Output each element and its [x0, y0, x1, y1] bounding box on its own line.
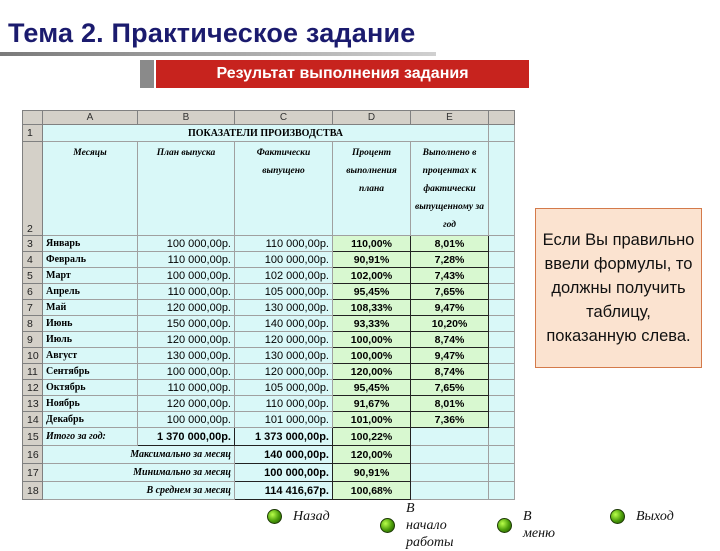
- row-number[interactable]: 13: [23, 396, 43, 412]
- nav-menu-label: В меню: [523, 509, 555, 541]
- nav-start-button[interactable]: [380, 500, 453, 551]
- plan-percent-cell[interactable]: 100,00%: [333, 348, 411, 364]
- plan-percent-cell[interactable]: 120,00%: [333, 364, 411, 380]
- plan-cell[interactable]: 130 000,00р.: [138, 348, 235, 364]
- cell-empty[interactable]: [489, 464, 515, 482]
- slide-title: Тема 2. Практическое задание: [8, 18, 416, 48]
- row-number[interactable]: 2: [23, 142, 43, 236]
- share-percent-cell[interactable]: 8,74%: [411, 332, 489, 348]
- column-heading[interactable]: Месяцы: [43, 142, 138, 236]
- sheet-row: [23, 428, 515, 446]
- green-dot-icon: [267, 509, 282, 524]
- plan-percent-cell[interactable]: 95,45%: [333, 284, 411, 300]
- share-percent-cell[interactable]: 8,01%: [411, 236, 489, 252]
- banner-accent: [140, 60, 154, 88]
- sheet-row: [23, 300, 515, 316]
- nav-exit-button[interactable]: [610, 508, 674, 525]
- row-number[interactable]: 18: [23, 482, 43, 500]
- fact-cell[interactable]: 110 000,00р.: [235, 396, 333, 412]
- cell-empty[interactable]: [489, 348, 515, 364]
- title-underline: [0, 52, 436, 56]
- row-number[interactable]: 7: [23, 300, 43, 316]
- summary-fact-cell[interactable]: 114 416,67р.: [235, 482, 333, 500]
- cell-empty[interactable]: [489, 380, 515, 396]
- cell-empty[interactable]: [489, 412, 515, 428]
- summary-label-cell[interactable]: В среднем за месяц: [43, 482, 235, 500]
- month-cell[interactable]: Декабрь: [43, 412, 138, 428]
- month-cell[interactable]: Сентябрь: [43, 364, 138, 380]
- summary-fact-cell[interactable]: 140 000,00р.: [235, 446, 333, 464]
- column-heading[interactable]: Выполнено в процентах к фактически выпущенному за год: [411, 142, 489, 236]
- nav-back-button[interactable]: [267, 508, 330, 525]
- row-number[interactable]: 17: [23, 464, 43, 482]
- cell-empty[interactable]: [489, 396, 515, 412]
- plan-cell[interactable]: 110 000,00р.: [138, 284, 235, 300]
- plan-percent-cell[interactable]: 95,45%: [333, 380, 411, 396]
- cell-empty[interactable]: [411, 428, 489, 446]
- sheet-row: [23, 364, 515, 380]
- row-number[interactable]: 3: [23, 236, 43, 252]
- sheet-row: [23, 464, 515, 482]
- column-heading[interactable]: План выпуска: [138, 142, 235, 236]
- sheet-row: [23, 236, 515, 252]
- plan-percent-cell[interactable]: 100,00%: [333, 332, 411, 348]
- column-header[interactable]: B: [138, 111, 235, 125]
- select-all-corner[interactable]: [23, 111, 43, 125]
- month-cell[interactable]: Октябрь: [43, 380, 138, 396]
- fact-cell[interactable]: 101 000,00р.: [235, 412, 333, 428]
- green-dot-icon: [610, 509, 625, 524]
- plan-percent-cell[interactable]: 91,67%: [333, 396, 411, 412]
- sheet-row: [23, 446, 515, 464]
- sheet-row: [23, 268, 515, 284]
- plan-cell[interactable]: 110 000,00р.: [138, 380, 235, 396]
- cell-empty[interactable]: [489, 428, 515, 446]
- summary-percent-cell[interactable]: 90,91%: [333, 464, 411, 482]
- sheet-row: [23, 348, 515, 364]
- summary-percent-cell[interactable]: 120,00%: [333, 446, 411, 464]
- plan-cell[interactable]: 100 000,00р.: [138, 268, 235, 284]
- plan-percent-cell[interactable]: 108,33%: [333, 300, 411, 316]
- month-cell[interactable]: Март: [43, 268, 138, 284]
- row-number[interactable]: 8: [23, 316, 43, 332]
- cell-empty[interactable]: [489, 316, 515, 332]
- row-number[interactable]: 9: [23, 332, 43, 348]
- column-header[interactable]: A: [43, 111, 138, 125]
- summary-label-cell[interactable]: Максимально за месяц: [43, 446, 235, 464]
- column-header[interactable]: E: [411, 111, 489, 125]
- fact-cell[interactable]: 130 000,00р.: [235, 348, 333, 364]
- cell-empty[interactable]: [489, 236, 515, 252]
- sheet-row: [23, 332, 515, 348]
- cell-empty[interactable]: [411, 482, 489, 500]
- fact-cell[interactable]: 120 000,00р.: [235, 332, 333, 348]
- green-dot-icon: [497, 518, 512, 533]
- plan-percent-cell[interactable]: 101,00%: [333, 412, 411, 428]
- row-number[interactable]: 10: [23, 348, 43, 364]
- plan-cell[interactable]: 120 000,00р.: [138, 332, 235, 348]
- fact-cell[interactable]: 110 000,00р.: [235, 236, 333, 252]
- plan-percent-cell[interactable]: 110,00%: [333, 236, 411, 252]
- share-percent-cell[interactable]: 7,65%: [411, 380, 489, 396]
- sheet-row: [23, 412, 515, 428]
- row-number[interactable]: 12: [23, 380, 43, 396]
- month-cell[interactable]: Август: [43, 348, 138, 364]
- month-cell[interactable]: Июнь: [43, 316, 138, 332]
- sheet-row: [23, 142, 515, 236]
- month-cell[interactable]: Январь: [43, 236, 138, 252]
- row-number[interactable]: 1: [23, 125, 43, 142]
- fact-cell[interactable]: 120 000,00р.: [235, 364, 333, 380]
- nav-start-label: В начало работы: [406, 501, 454, 550]
- row-number[interactable]: 16: [23, 446, 43, 464]
- cell-empty[interactable]: [489, 446, 515, 464]
- share-percent-cell[interactable]: 7,43%: [411, 268, 489, 284]
- month-cell[interactable]: Июль: [43, 332, 138, 348]
- total-label-cell[interactable]: Итого за год:: [43, 428, 138, 446]
- cell-empty[interactable]: [411, 446, 489, 464]
- fact-cell[interactable]: 105 000,00р.: [235, 380, 333, 396]
- plan-cell[interactable]: 100 000,00р.: [138, 364, 235, 380]
- plan-percent-cell[interactable]: 90,91%: [333, 252, 411, 268]
- nav-menu-button[interactable]: [497, 508, 555, 542]
- spreadsheet-grid: [22, 110, 515, 500]
- instruction-note: [535, 208, 702, 368]
- column-heading[interactable]: Процент выполнения плана: [333, 142, 411, 236]
- spreadsheet: [22, 110, 515, 500]
- sheet-row: [23, 316, 515, 332]
- plan-cell[interactable]: 120 000,00р.: [138, 396, 235, 412]
- row-number[interactable]: 15: [23, 428, 43, 446]
- total-percent-cell[interactable]: 100,22%: [333, 428, 411, 446]
- month-cell[interactable]: Февраль: [43, 252, 138, 268]
- share-percent-cell[interactable]: 7,36%: [411, 412, 489, 428]
- sheet-row: [23, 380, 515, 396]
- cell-empty[interactable]: [489, 300, 515, 316]
- sheet-row: [23, 396, 515, 412]
- cell-empty[interactable]: [489, 284, 515, 300]
- row-number[interactable]: 14: [23, 412, 43, 428]
- nav-back-label: Назад: [293, 509, 330, 524]
- row-number[interactable]: 4: [23, 252, 43, 268]
- month-cell[interactable]: Май: [43, 300, 138, 316]
- total-plan-cell[interactable]: 1 370 000,00р.: [138, 428, 235, 446]
- column-header[interactable]: C: [235, 111, 333, 125]
- share-percent-cell[interactable]: 8,01%: [411, 396, 489, 412]
- fact-cell[interactable]: 100 000,00р.: [235, 252, 333, 268]
- cell-empty[interactable]: [489, 125, 515, 142]
- share-percent-cell[interactable]: 7,65%: [411, 284, 489, 300]
- fact-cell[interactable]: 130 000,00р.: [235, 300, 333, 316]
- share-percent-cell[interactable]: 8,74%: [411, 364, 489, 380]
- share-percent-cell[interactable]: 9,47%: [411, 300, 489, 316]
- total-fact-cell[interactable]: 1 373 000,00р.: [235, 428, 333, 446]
- summary-fact-cell[interactable]: 100 000,00р.: [235, 464, 333, 482]
- share-percent-cell[interactable]: 7,28%: [411, 252, 489, 268]
- sheet-row: [23, 125, 515, 142]
- share-percent-cell[interactable]: 10,20%: [411, 316, 489, 332]
- fact-cell[interactable]: 102 000,00р.: [235, 268, 333, 284]
- cell-empty[interactable]: [489, 268, 515, 284]
- column-header-empty: [489, 111, 515, 125]
- row-number[interactable]: 6: [23, 284, 43, 300]
- plan-cell[interactable]: 120 000,00р.: [138, 300, 235, 316]
- plan-cell[interactable]: 110 000,00р.: [138, 252, 235, 268]
- row-number[interactable]: 5: [23, 268, 43, 284]
- summary-percent-cell[interactable]: 100,68%: [333, 482, 411, 500]
- row-number[interactable]: 11: [23, 364, 43, 380]
- sheet-row: [23, 482, 515, 500]
- plan-cell[interactable]: 100 000,00р.: [138, 412, 235, 428]
- nav-exit-label: Выход: [636, 509, 674, 524]
- fact-cell[interactable]: 105 000,00р.: [235, 284, 333, 300]
- summary-label-cell[interactable]: Минимально за месяц: [43, 464, 235, 482]
- cell-empty[interactable]: [489, 252, 515, 268]
- column-header[interactable]: D: [333, 111, 411, 125]
- sheet-row: [23, 111, 515, 125]
- sheet-row: [23, 284, 515, 300]
- sheet-row: [23, 252, 515, 268]
- plan-cell[interactable]: 100 000,00р.: [138, 236, 235, 252]
- cell-empty[interactable]: [489, 482, 515, 500]
- month-cell[interactable]: Ноябрь: [43, 396, 138, 412]
- fact-cell[interactable]: 140 000,00р.: [235, 316, 333, 332]
- cell-empty[interactable]: [489, 142, 515, 236]
- column-heading[interactable]: Фактически выпущено: [235, 142, 333, 236]
- month-cell[interactable]: Апрель: [43, 284, 138, 300]
- instruction-note-text: Если Вы правильно ввели формулы, то должны получить таблицу, показанную слева.: [542, 231, 695, 345]
- plan-cell[interactable]: 150 000,00р.: [138, 316, 235, 332]
- plan-percent-cell[interactable]: 93,33%: [333, 316, 411, 332]
- table-title[interactable]: ПОКАЗАТЕЛИ ПРОИЗВОДСТВА: [43, 125, 489, 142]
- result-banner: Результат выполнения задания: [156, 60, 529, 88]
- green-dot-icon: [380, 518, 395, 533]
- plan-percent-cell[interactable]: 102,00%: [333, 268, 411, 284]
- cell-empty[interactable]: [489, 364, 515, 380]
- cell-empty[interactable]: [489, 332, 515, 348]
- share-percent-cell[interactable]: 9,47%: [411, 348, 489, 364]
- cell-empty[interactable]: [411, 464, 489, 482]
